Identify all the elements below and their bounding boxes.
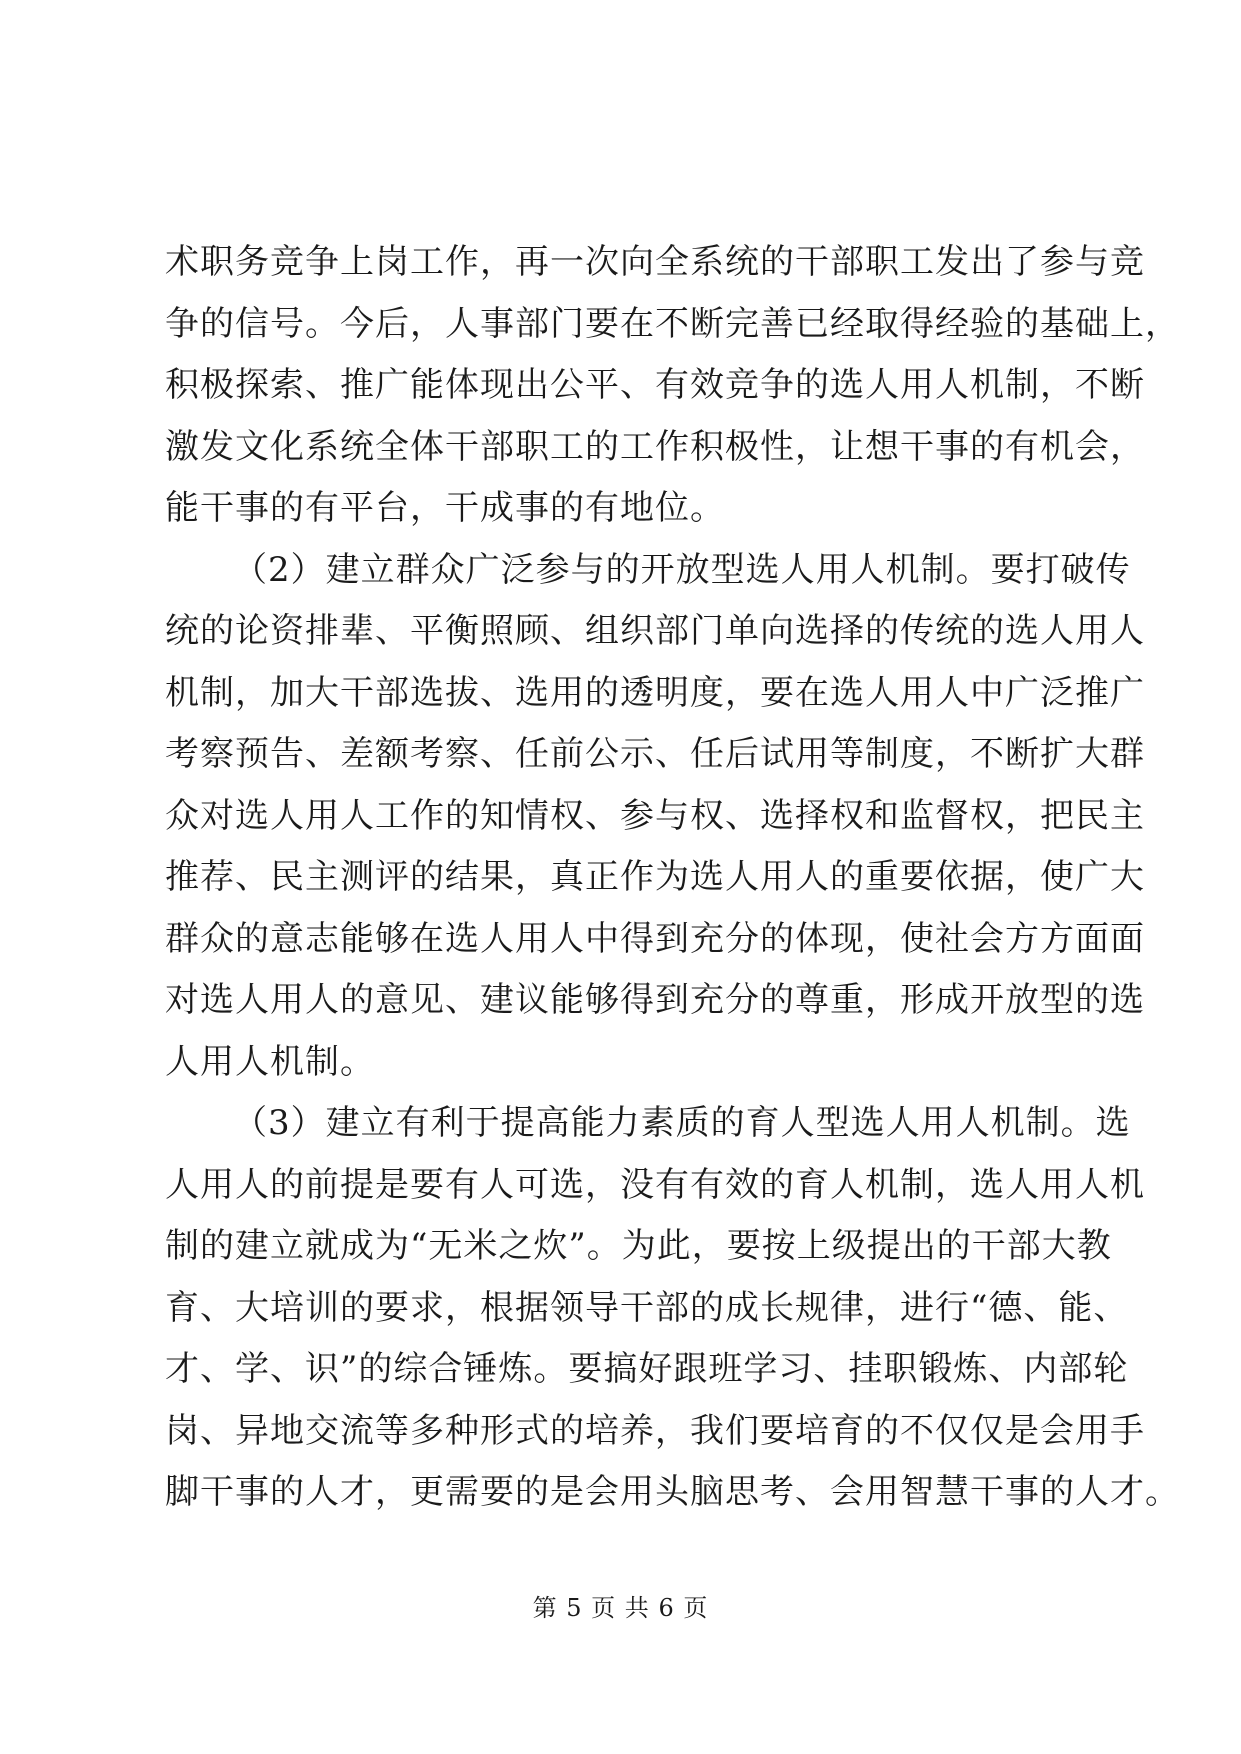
text-line: 才、学、识”的综合锤炼。要搞好跟班学习、挂职锻炼、内部轮 bbox=[165, 1349, 1129, 1389]
text-line: 考察预告、差额考察、任前公示、任后试用等制度，不断扩大群 bbox=[165, 734, 1145, 774]
text-line: 术职务竞争上岗工作，再一次向全系统的干部职工发出了参与竞 bbox=[165, 242, 1145, 282]
text-line: 制的建立就成为“无米之炊”。为此，要按上级提出的干部大教 bbox=[165, 1226, 1112, 1266]
text-line: （2）建立群众广泛参与的开放型选人用人机制。要打破传 bbox=[233, 549, 1131, 590]
text-line: （3）建立有利于提高能力素质的育人型选人用人机制。选 bbox=[233, 1103, 1131, 1143]
text-line: 对选人用人的意见、建议能够得到充分的尊重，形成开放型的选 bbox=[165, 980, 1145, 1020]
text-line: 积极探索、推广能体现出公平、有效竞争的选人用人机制，不断 bbox=[165, 365, 1145, 405]
text-line: 众对选人用人工作的知情权、参与权、选择权和监督权，把民主 bbox=[165, 795, 1145, 836]
text-line: 争的信号。今后，人事部门要在不断完善已经取得经验的基础上， bbox=[165, 303, 1180, 344]
text-line: 推荐、民主测评的结果，真正作为选人用人的重要依据，使广大 bbox=[165, 857, 1145, 897]
text-line: 人用人机制。 bbox=[165, 1041, 375, 1082]
text-line: 机制，加大干部选拔、选用的透明度，要在选人用人中广泛推广 bbox=[165, 672, 1145, 713]
text-line: 统的论资排辈、平衡照顾、组织部门单向选择的传统的选人用人 bbox=[165, 611, 1145, 651]
text-line: 育、大培训的要求，根据领导干部的成长规律，进行“德、能、 bbox=[165, 1287, 1129, 1328]
paragraph-p3 bbox=[165, 1093, 1180, 1524]
page-footer: 第 5 页 共 6 页 bbox=[532, 1594, 709, 1622]
text-line: 激发文化系统全体干部职工的工作积极性，让想干事的有机会， bbox=[165, 426, 1145, 467]
paragraph-p1 bbox=[165, 232, 1180, 540]
text-line: 能干事的有平台，干成事的有地位。 bbox=[165, 488, 725, 528]
text-line: 脚干事的人才，更需要的是会用头脑思考、会用智慧干事的人才。 bbox=[165, 1472, 1180, 1512]
text-line: 群众的意志能够在选人用人中得到充分的体现，使社会方方面面 bbox=[165, 918, 1145, 959]
text-line: 岗、异地交流等多种形式的培养，我们要培育的不仅仅是会用手 bbox=[165, 1410, 1145, 1451]
text-line: 人用人的前提是要有人可选，没有有效的育人机制，选人用人机 bbox=[165, 1164, 1145, 1205]
document-body bbox=[165, 232, 1180, 1524]
paragraph-p2 bbox=[165, 540, 1145, 1094]
